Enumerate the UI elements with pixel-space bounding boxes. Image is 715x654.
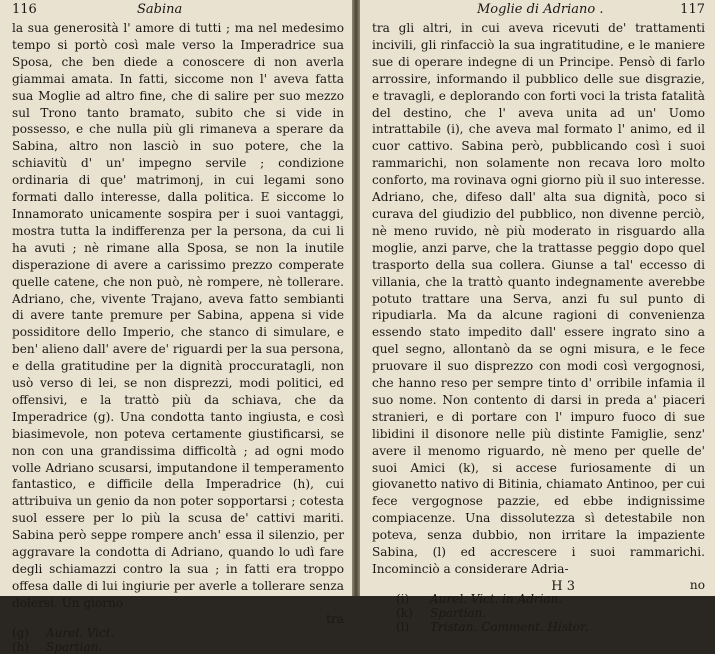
footnote [12, 626, 344, 640]
footnote-mark: (g) [12, 625, 30, 640]
footnote-text: Spartian. [430, 605, 487, 620]
page-number: 116 [12, 2, 37, 17]
book-gutter [352, 0, 360, 596]
footnote-text: Aurel. Vict. [46, 625, 115, 640]
right-footnotes [396, 592, 705, 634]
footnote-mark: (k) [396, 605, 413, 620]
footnote [396, 606, 705, 620]
signature-mark: H 3 [551, 579, 575, 594]
footnote-text: Spartian. [46, 639, 103, 654]
right-body-text [372, 20, 705, 578]
left-body-text [12, 20, 344, 612]
left-page-header [12, 0, 344, 20]
footnote [396, 592, 705, 606]
running-head: Moglie di Adriano . [477, 2, 604, 17]
left-paragraph: la sua generosità l' amore di tutti ; ma nel medesimo tempo si portò così male verso la Imperadrice sua Sposa, che ben diede a conoscere di non averla giammai amata. In fatti, siccome non l' aveva fatta sua Moglie ad altro fine, che di salire per suo mezzo sul Trono tanto bramato, subito che si vide in possesso, e che nulla più gli rimaneva a sperare da Sabina, altro non lasciò in suo potere, che la schiavitù d' un' impegno servile ; condizione ordinaria di que' matrimonj, in cui legami sono formati dallo interesse, dalla politica. E siccome lo Innamorato unicamente sospira per i suoi vantaggi, mostra tutta la indifferenza per la persona, da cui li ha avuti ; nè rimane alla Sposa, se non la inutile disperazione di avere a carissimo prezzo comperate quelle catene, che non può, nè rompere, nè tollerare. Adriano, che, vivente Trajano, aveva fatto sembianti di avere tante premure per Sabina, appena si vide possiditore dello Imperio, che stanco di simulare, e ben' alieno dall' avere de' riguardi per la sua persona, e della gratitudine per la dignità proccuratagli, non usò verso di lei, se non disprezzi, modi politici, ed offensivi, e la trattò più da schiava, che da Imperadrice (g). Una condotta tanto ingiusta, e così biasimevole, non poteva certamente giustificarsi, se non con una grandissima difficoltà ; ad ogni modo volle Adriano scusarsi, imputandone il temperamento fantastico, e difficile della Imperadrice (h), cui attribuiva un genio da non poter sopportarsi ; cotesta suol essere per lo più la scusa de' cattivi mariti. Sabina però seppe rompere anch' essa il silenzio, per aggravare la condotta di Adriano, quando lo udì fare degli schiamazzi contro la sua ; in fatti era troppo offesa dalle di lui ingiurie per averle a tollerare senza dolersi. Un giorno [12, 21, 344, 610]
footnote [12, 640, 344, 654]
footnote [396, 620, 705, 634]
right-paragraph: tra gli altri, in cui aveva ricevuti de' trattamenti incivili, gli rinfacciò la sua ingratitudine, e le maniere sue di operare indegne di un Principe. Pensò di farlo arrossire, informando il pubblico delle sue disgrazie, e travagli, e deplorando con forti voci la trista fatalità del destino, che l' aveva unita ad un' Uomo intrattabile (i), che aveva mal formato l' animo, ed il cuor cattivo. Sabina però, pubblicando così i suoi rammarichi, non solamente non recava loro molto conforto, ma rovinava ogni giorno più il suo interesse. Adriano, che, difeso dall' alta sua dignità, poco si curava del giudizio del pubblico, non divenne perciò, nè meno ruvido, nè più moderato in risguardo alla moglie, anzi parve, che la trattasse peggio dopo quel trasporto della sua collera. Giunse a tal' eccesso di villania, che la trattò quanto indegnamente averebbe potuto trattare una Serva, anzi fu sul punto di ripudiarla. Ma da alcune ragioni di convenienza essendo stato impedito dall' essere ingrato sino a quel segno, allontanò da se ogni misura, e le fece pruovare il suo disprezzo con modi così vergognosi, che hanno reso per sempre tinto d' orribile infamia il suo nome. Non contento di darsi in preda a' piaceri stranieri, e di portare con l' impuro fuoco di sue libidini il disonore nelle più distinte Famiglie, senz' avere il menomo riguardo, nè meno per quelle de' suoi Amici (k), si accese furiosamente di un giovanetto nativo di Bitinia, chiamato Antinoo, per cui fece vergognose pazzie, ed ebbe indignissime compiacenze. Una dissolutezza sì detestabile non poteva, senza dubbio, non irritare la impaziente Sabina, (l) ed accrescere i suoi rammarichi. Incominciò a considerare Adria- [372, 21, 705, 576]
page-number: 117 [680, 2, 705, 17]
left-footnotes [12, 626, 344, 654]
footnote-text: Tristan. Comment. Histor. [430, 619, 589, 634]
catchword: tra [326, 611, 344, 626]
left-page [0, 0, 352, 654]
footnote-mark: (h) [12, 639, 30, 654]
footnote-mark: (i) [396, 591, 410, 606]
running-head: Sabina [137, 2, 183, 17]
right-page [360, 0, 715, 634]
right-page-header [372, 0, 705, 20]
catchword: no [689, 577, 705, 592]
footnote-mark: (l) [396, 619, 410, 634]
footnote-text: Aurel. Vict. in Adrian. [430, 591, 563, 606]
